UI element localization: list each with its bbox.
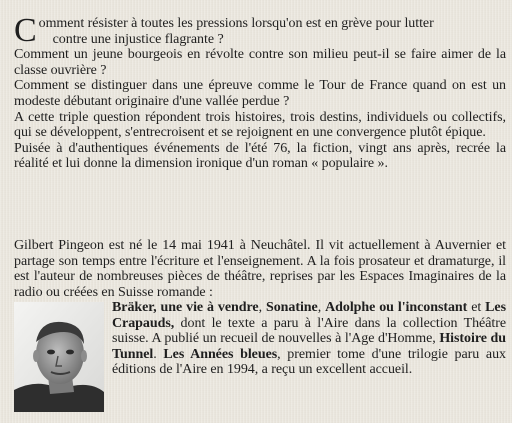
separator: , <box>258 300 266 315</box>
question-2: Comment un jeune bourgeois en révolte contre son milieu peut-il se faire aimer de la classe ouvrière ? <box>14 47 506 78</box>
author-portrait-icon <box>14 302 104 412</box>
author-photo <box>14 302 104 412</box>
bio-continuation: dont le texte a paru à l'Aire dans la collection Théâtre suisse. A publié un recueil de nouvelles à l'Age d'Homme, <box>112 315 506 347</box>
question-3: Comment se distinguer dans une épreuve comme le Tour de France quand on est un modeste débutant originaire d'une vallée perdue ? <box>14 78 506 109</box>
bio-ending: , premier tome d'une trilogie paru aux éditions de l'Aire en 1994, a reçu un excellent accueil. <box>112 346 506 378</box>
author-bio <box>14 238 506 378</box>
synopsis-paragraph: A cette triple question répondent trois histoires, trois destins, individuels ou collectifs, qui se développent, s'entrecroisent et se rejoignent en une convergence plutôt épique. <box>14 109 506 141</box>
synopsis <box>14 12 506 172</box>
question-1-line-2: contre une injustice flagrante ? <box>52 31 224 47</box>
work-title: Histoire du Tunnel <box>112 331 506 362</box>
separator: et <box>467 300 486 315</box>
drop-cap: C <box>14 12 37 49</box>
work-title: Les Crapauds, <box>112 300 506 331</box>
question-1-line-1: omment résister à toutes les pressions lorsqu'on est en grève pour lutter <box>38 16 434 31</box>
work-title: Bräker, une vie à vendre <box>112 300 259 315</box>
synopsis-closing: Puisée à d'authentiques événements de l'été 76, la fiction, vingt ans après, recrée la réalité et lui donne la dimension ironique d'un roman « populaire ». <box>14 140 506 172</box>
work-title: Sonatine <box>265 300 318 315</box>
work-title: Les Années bleues <box>163 346 278 362</box>
bio-works <box>112 300 506 378</box>
work-title: Adolphe ou l'inconstant <box>325 300 468 315</box>
question-1 <box>14 12 506 49</box>
bio-intro: Gilbert Pingeon est né le 14 mai 1941 à Neuchâtel. Il vit actuellement à Auvernier et partage son temps entre l'écriture et l'enseignement. A la fois prosateur et dramaturge, il est l'auteur de nombreuses pièces de théâtre, reprises par les Espaces Imaginaires de la radio ou créées en Suisse romande : <box>14 238 506 300</box>
separator: , <box>317 300 326 315</box>
separator: . <box>153 346 164 362</box>
